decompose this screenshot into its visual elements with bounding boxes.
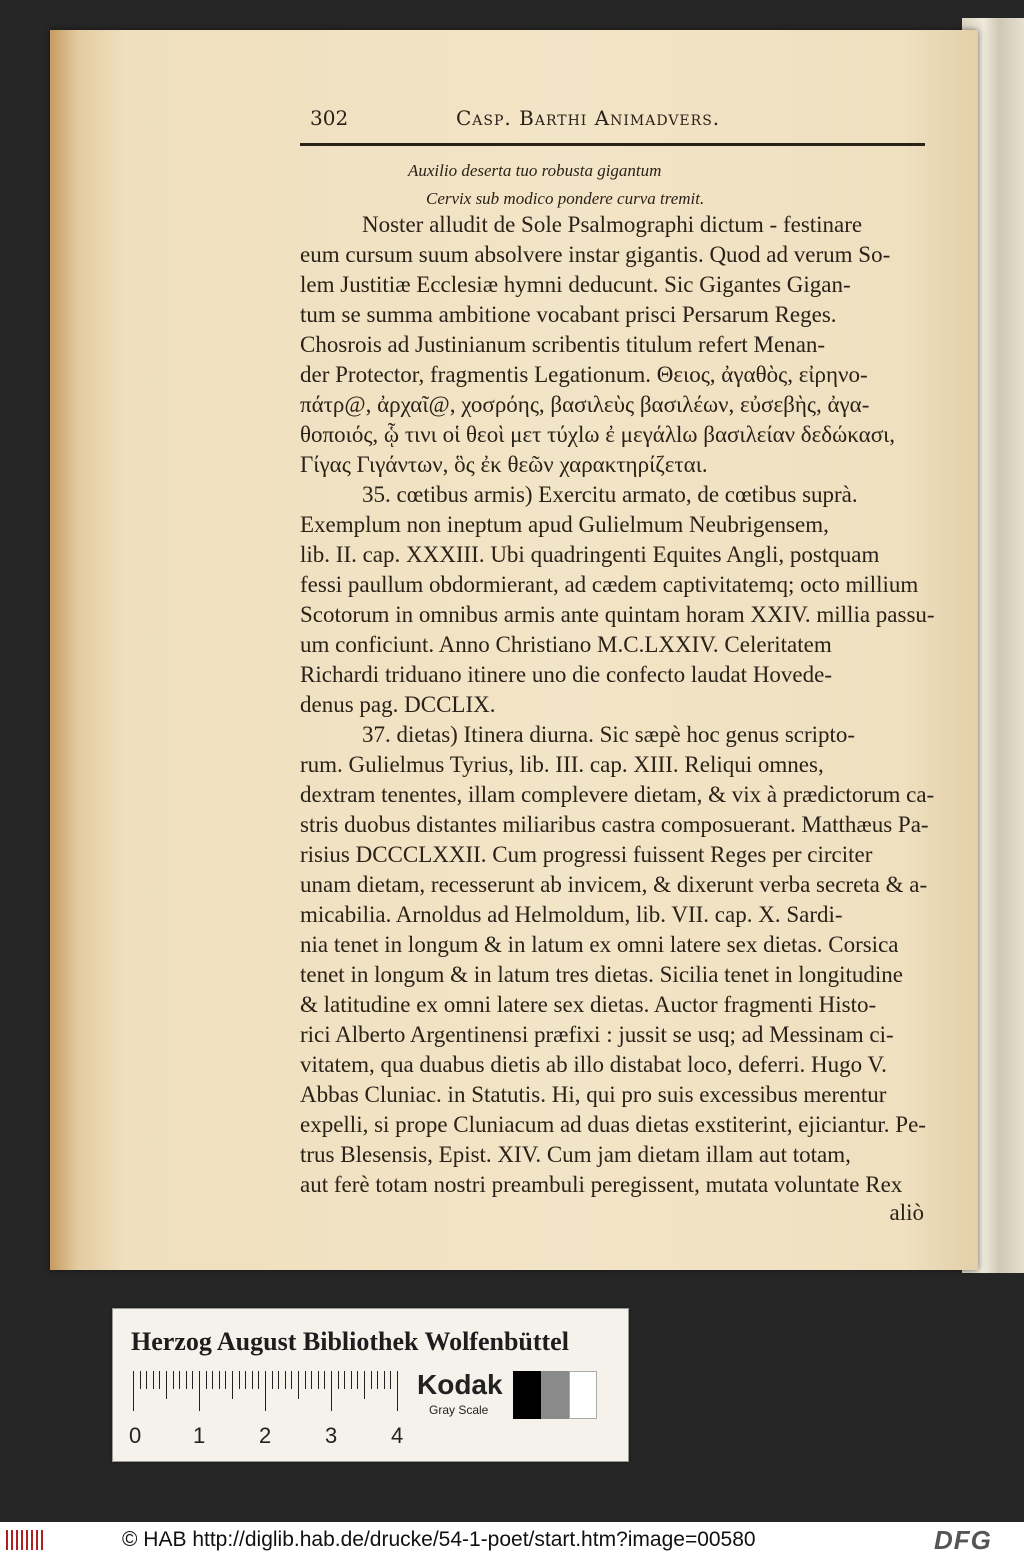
text-line: expelli, si prope Cluniacum ad duas dietas exstiterint, ejiciantur. Pe-: [300, 1112, 926, 1137]
copyright-link[interactable]: © HAB http://diglib.hab.de/drucke/54-1-poet/start.htm?image=00580: [122, 1528, 756, 1551]
text-line: aut ferè totam nostri preambuli peregissent, mutata voluntate Rex: [300, 1172, 903, 1197]
text-line: um conficiunt. Anno Christiano M.C.LXXIV. Celeritatem: [300, 632, 832, 657]
kodak-logo: Kodak: [417, 1369, 503, 1400]
ruler-tick: [331, 1371, 332, 1411]
ruler-tick: [377, 1371, 378, 1389]
ruler-number: 0: [129, 1423, 142, 1448]
ruler-tick: [291, 1371, 292, 1389]
ruler-tick: [192, 1371, 193, 1389]
text-line: Abbas Cluniac. in Statutis. Hi, qui pro suis excessibus merentur: [300, 1082, 887, 1107]
text-line: vitatem, qua duabus dietis ab illo distabat loco, deferri. Hugo V.: [300, 1052, 887, 1077]
catchword: aliò: [889, 1200, 924, 1225]
text-line: lem Justitiæ Ecclesiæ hymni deducunt. Sic Gigantes Gigan-: [300, 272, 851, 297]
ruler-tick: [318, 1371, 319, 1389]
ruler-tick: [265, 1371, 266, 1411]
text-line: der Protector, fragmentis Legationum. Θειος, ἀγαθὸς, εἰρηνο-: [300, 362, 868, 387]
text-line: nia tenet in longum & in latum ex omni latere sex dietas. Corsica: [300, 932, 899, 957]
dfg-logo: DFG: [934, 1525, 992, 1555]
ruler-tick: [311, 1371, 312, 1389]
ruler-tick: [225, 1371, 226, 1389]
text-line: & latitudine ex omni latere sex dietas. Auctor fragmenti Histo-: [300, 992, 877, 1017]
ruler-tick: [239, 1371, 240, 1389]
note-line: 35. cœtibus armis) Exercitu armato, de cœtibus suprà.: [362, 482, 858, 507]
page-header: [310, 100, 830, 140]
gray-swatch-white: [569, 1371, 597, 1419]
ruler-tick: [305, 1371, 306, 1389]
ruler-tick: [338, 1371, 339, 1389]
ruler-number: 2: [259, 1423, 272, 1448]
ruler-tick: [252, 1371, 253, 1389]
gray-scale-label: Gray Scale: [429, 1403, 489, 1417]
ruler-tick: [133, 1371, 134, 1411]
ruler-tick: [186, 1371, 187, 1389]
ruler: [129, 1371, 413, 1448]
ruler-tick: [146, 1371, 147, 1389]
verse-line: Cervix sub modico pondere curva tremit.: [426, 189, 705, 208]
gray-swatch-black: [513, 1371, 541, 1419]
running-title: Casp. Barthi Animadvers.: [456, 106, 721, 130]
barcode-icon: [6, 1530, 46, 1550]
ruler-tick: [324, 1371, 325, 1389]
note-line: 37. dietas) Itinera diurna. Sic sæpè hoc genus scripto-: [362, 722, 856, 747]
ruler-tick: [206, 1371, 207, 1389]
ruler-tick: [351, 1371, 352, 1389]
text-line: rum. Gulielmus Tyrius, lib. III. cap. XIII. Reliqui omnes,: [300, 752, 824, 777]
text-line: tenet in longum & in latum tres dietas. Sicilia tenet in longitudine: [300, 962, 904, 987]
text-line: unam dietam, recesserunt ab invicem, & dixerunt verba secreta & a-: [300, 872, 928, 897]
ruler-tick: [232, 1371, 233, 1399]
ruler-tick: [159, 1371, 160, 1389]
ruler-number: 1: [193, 1423, 206, 1448]
ruler-tick: [219, 1371, 220, 1389]
ruler-tick: [298, 1371, 299, 1399]
ruler-tick: [397, 1371, 398, 1411]
greek-line: θοποιός, ᾧ τινι οἱ θεοὶ μετ τύχlω ἐ μεγάλlω βασιλείαν δεδώκασι,: [300, 422, 896, 447]
target-card: [112, 1308, 629, 1462]
ruler-number: 4: [391, 1423, 404, 1448]
text-line: Richardi triduano itinere uno die confecto laudat Hovede-: [300, 662, 832, 687]
ruler-number: 3: [325, 1423, 338, 1448]
ruler-tick: [371, 1371, 372, 1389]
ruler-tick: [166, 1371, 167, 1399]
ruler-tick: [278, 1371, 279, 1389]
header-rule: [300, 143, 925, 146]
ruler-tick: [245, 1371, 246, 1389]
ruler-tick: [212, 1371, 213, 1389]
text-line: stris duobus distantes miliaribus castra composuerant. Matthæus Pa-: [300, 812, 929, 837]
ruler-tick: [140, 1371, 141, 1389]
text-line: Chosrois ad Justinianum scribentis titulum refert Menan-: [300, 332, 826, 357]
verse-line: Auxilio deserta tuo robusta gigantum: [408, 161, 662, 180]
ruler-tick: [258, 1371, 259, 1389]
footer-bar: [0, 1522, 1024, 1557]
ruler-tick: [173, 1371, 174, 1389]
text-line: lib. II. cap. XXXIII. Ubi quadringenti Equites Angli, postquam: [300, 542, 880, 567]
ruler-tick: [272, 1371, 273, 1389]
ruler-tick: [199, 1371, 200, 1411]
library-name: Herzog August Bibliothek Wolfenbüttel: [131, 1327, 569, 1356]
ruler-tick: [364, 1371, 365, 1399]
page-number: 302: [310, 106, 349, 130]
text-line: eum cursum suum absolvere instar gigantis. Quod ad verum So-: [300, 242, 891, 267]
text-line: denus pag. DCCLIX.: [300, 692, 496, 717]
ruler-tick: [357, 1371, 358, 1389]
greek-line: Γίγας Γιγάντων, ὃς ἐκ θεῶν χαρακτηρίζεται.: [300, 452, 708, 477]
ruler-tick: [390, 1371, 391, 1389]
text-line: tum se summa ambitione vocabant prisci Persarum Reges.: [300, 302, 837, 327]
text-line: Noster alludit de Sole Psalmographi dictum - festinare: [362, 212, 863, 237]
text-line: risius DCCCLXXII. Cum progressi fuissent Reges per circiter: [300, 842, 873, 867]
greek-line: πάτρ@, ἀρχαῖ@, χοσρόης, βασιλεὺς βασιλέων, εὐσεβὴς, ἀγα-: [300, 392, 870, 417]
text-line: fessi paullum obdormierant, ad cædem captivitatemq; octo millium: [300, 572, 919, 597]
ruler-tick: [153, 1371, 154, 1389]
text-line: dextram tenentes, illam complevere dietam, & vix à prædictorum ca-: [300, 782, 935, 807]
text-line: Exemplum non ineptum apud Gulielmum Neubrigensem,: [300, 512, 829, 537]
ruler-tick: [179, 1371, 180, 1389]
ruler-tick: [285, 1371, 286, 1389]
text-line: Scotorum in omnibus armis ante quintam horam XXIV. millia passu-: [300, 602, 935, 627]
text-line: micabilia. Arnoldus ad Helmoldum, lib. VII. cap. X. Sardi-: [300, 902, 843, 927]
ruler-tick: [384, 1371, 385, 1389]
ruler-tick: [344, 1371, 345, 1389]
text-line: trus Blesensis, Epist. XIV. Cum jam dietam illam aut totam,: [300, 1142, 851, 1167]
text-line: rici Alberto Argentinensi præfixi : jussit se usq; ad Messinam ci-: [300, 1022, 894, 1047]
gray-swatch-mid: [541, 1371, 569, 1419]
